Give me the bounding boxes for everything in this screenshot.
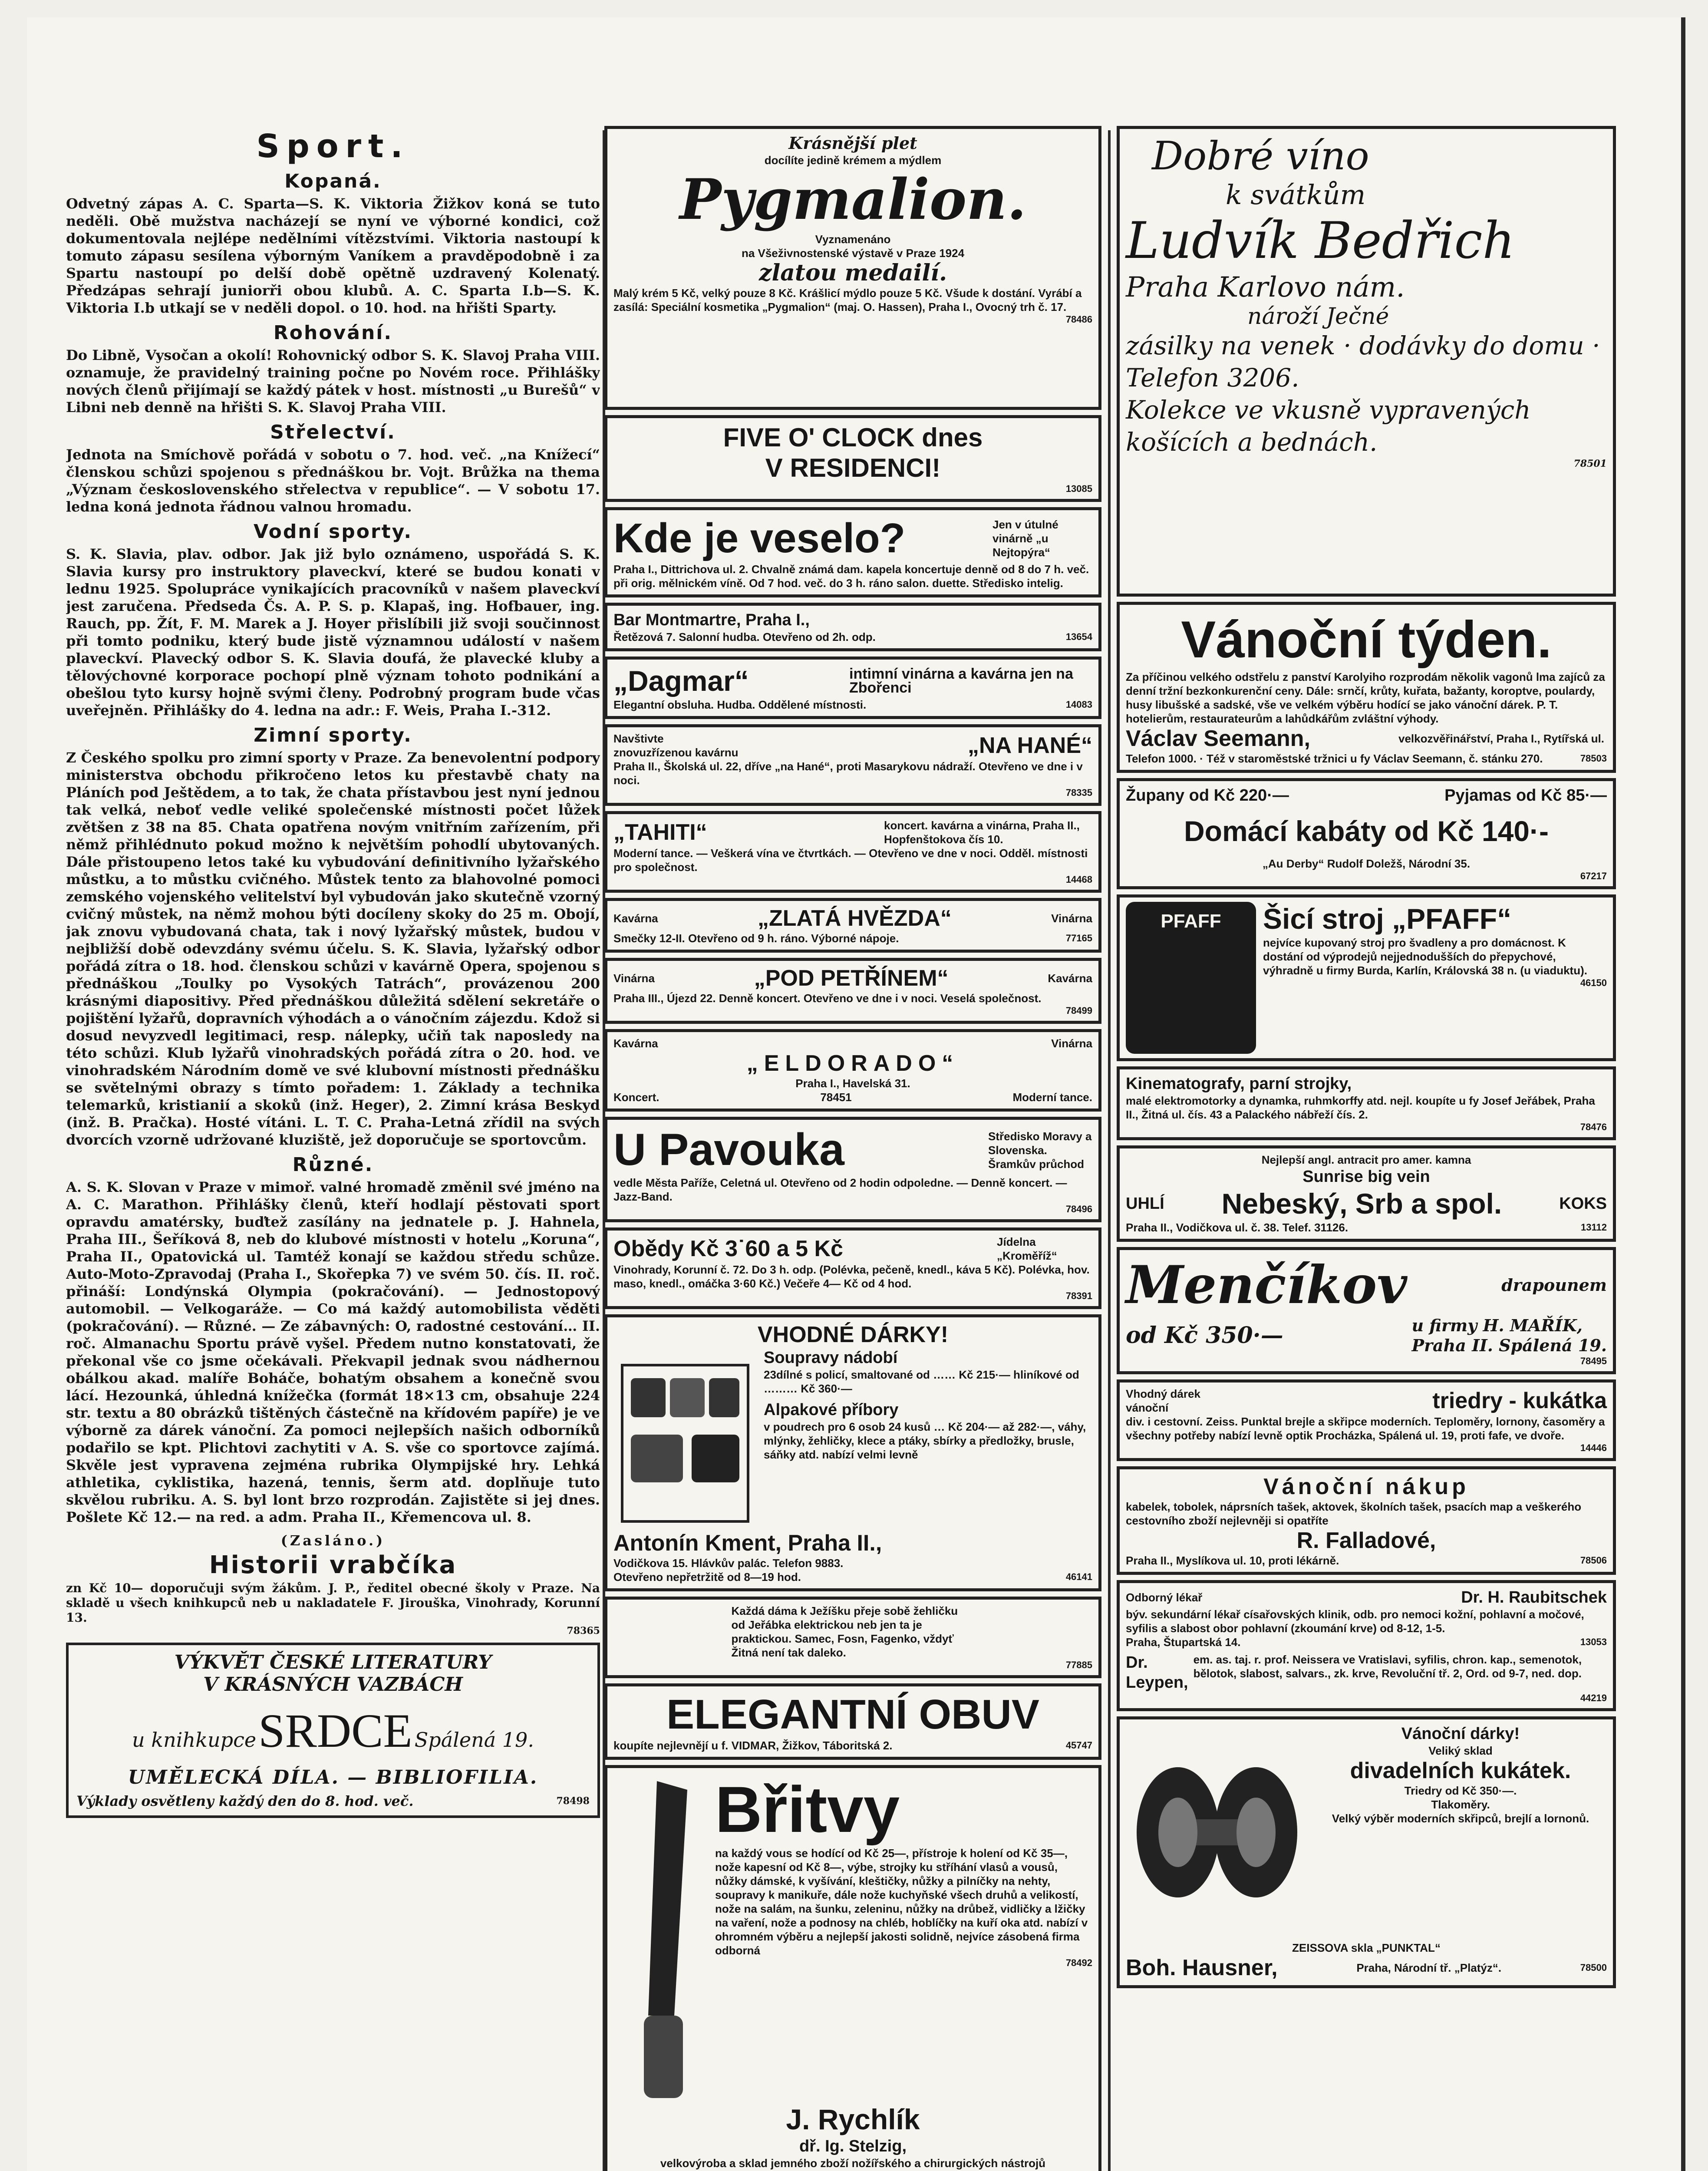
heading-rohovani: Rohování. bbox=[273, 322, 393, 344]
kino-name: Kinematografy, parní strojky, bbox=[1126, 1075, 1352, 1093]
hausner-sub: Veliký sklad bbox=[1428, 1744, 1493, 1757]
rychlik-desc: velkovýroba a sklad jemného zboží nožířského a chirurgických nástrojů bbox=[660, 2157, 1046, 2170]
kde-headline: Kde je veselo? bbox=[613, 515, 906, 561]
kde-text: Praha I., Dittrichova ul. 2. Chvalně známá dam. kapela koncertuje denně od 8 do 7 h. več. při orig. mělnickém víně. Od 7 hod. več. do 3 h. ráno salon. duette. Středisko intelig. bbox=[613, 563, 1089, 590]
hausner-zeiss: ZEISSOVA skla „PUNKTAL“ bbox=[1292, 1941, 1441, 1954]
kde-je-veselo-ad bbox=[604, 507, 1101, 597]
vhodne-h2: Alpakové příbory bbox=[764, 1401, 899, 1419]
triedry-prefix: Vhodný dárek vánoční bbox=[1126, 1387, 1200, 1414]
seemann-name: Václav Seemann, bbox=[1126, 726, 1310, 751]
vhodne-t1: 23dílné s policí, smaltované od …… Kč 215·— hliníkové od ……… Kč 360·— bbox=[764, 1368, 1079, 1395]
pygmalion-headline: Krásnější plet bbox=[788, 133, 917, 153]
razor-illustration bbox=[613, 1772, 709, 2102]
heading-kopana: Kopaná. bbox=[284, 170, 382, 192]
historii-title: Historii vrabčíka bbox=[209, 1551, 457, 1579]
mencikov-sub: drapounem bbox=[1501, 1275, 1607, 1295]
raubitschek-text: býv. sekundární lékař císařovských klinik, odb. pro nemoci kožní, pohlavní a močové, syfilis a slabost obor pohlavní (zkoumání krve) od 8-12, 1-5. bbox=[1126, 1608, 1584, 1635]
vino-line1: Dobré víno bbox=[1152, 133, 1369, 179]
elegantni-obuv-ad bbox=[604, 1683, 1101, 1760]
five-oclock-ad bbox=[604, 415, 1101, 502]
eldorado-name: „ELDORADO“ bbox=[746, 1051, 960, 1076]
text-rohovani: Do Libně, Vysočan a okolí! Rohovnický odbor S. K. Slavoj Praha VIII. oznamuje, že pravidelný training počne po Novém roce. Přihlášky nových členů přijímají se každý pátek v host. místnosti „u Burešů“ v Libni neb denně na hřišti S. K. Slavoj Praha VIII. bbox=[66, 347, 600, 416]
jezisek-ad bbox=[604, 1597, 1101, 1678]
srdce-line4: Výklady osvětleny každý den do 8. hod. več. bbox=[76, 1793, 414, 1809]
triedry-number: 14446 bbox=[1580, 1442, 1607, 1453]
vanocni-tyden-ad bbox=[1117, 602, 1616, 773]
pygmalion-sub: docílíte jedině krémem a mýdlem bbox=[764, 154, 942, 167]
rychlik-owner: dř. Ig. Stelzig, bbox=[799, 2137, 907, 2155]
heading-ruzne: Různé. bbox=[292, 1154, 374, 1176]
heading-vodni: Vodní sporty. bbox=[253, 521, 413, 543]
opera-glasses-illustration bbox=[1126, 1724, 1308, 1941]
tahiti-name: „TAHITI“ bbox=[613, 820, 707, 845]
vhodne-h1: Soupravy nádobí bbox=[764, 1349, 898, 1367]
eldorado-prefix: Kavárna bbox=[613, 1037, 658, 1050]
text-strelectvi: Jednota na Smíchově pořádá v sobotu o 7. hod. več. „na Knížecí“ členskou schůzi spojenou s přednáškou br. Vojt. Brůžka na thema „Význam československého střelectva v republice“. — V sobotu 17. ledna koná jednota řádnou valnou hromadu. bbox=[66, 446, 600, 515]
britvy-number: 78492 bbox=[1065, 1957, 1092, 1968]
dagmar-number: 14083 bbox=[1065, 699, 1092, 710]
heading-strelectvi: Střelectví. bbox=[270, 421, 396, 443]
dagmar-name: „Dagmar“ bbox=[613, 665, 749, 697]
text-zimni: Z Českého spolku pro zimní sporty v Praze. Za benevolentní podpory ministerstva obchodu přikročeno letos ku přestavbě chaty na Pláních pod Ještědem, a to tak, že chata přístavbou jest nyní jednou tak velká, neboť vedle veliké společenské místnosti počet lůžek zvětšen z 38 na 85. Chata opatřena novým vnitřním zařízením, při němž přihlédnuto pokud možno k největším pohodlí ubytovaných. Dále přistoupeno letos také ku vybudování definitivního lyžařského můstku, a to můstku cvičného. Můstek tento za blahovolné pomoci zemského vojenského velitelství byl vybudován jako skutečně vzorný cvičný můstek, na němž mohou býti docíleny skoky do 25 m. Obojí, jak znovu vybudovaná chata, tak i nový lyžařský můstek, budou v nejbližší době odevzdány svému účelu. S. K. Slavia, lyžařský odbor pořádá zítra o 18. hod. členskou schůzi v kavárně Opera, spojenou s přednáškou „Toulky po Vysokých Tatrách“, provázenou 200 krásnými diapositivy. Před přednáškou důležitá sdělení sekretáře o pojištění lyžařů, dopravních výhodách a o vánočním zájezdu. Kdož si dosud nevyzvedl legitimaci, resp. nálepky, učiň tak naposledy na této schůzi. Klub lyžařů vinohradských pořádá zítra o 20. hod. ve vinohradském Národním domě ve své klubovní místnosti přednášku se světelnými obrazy s tímto pořadem: 1. Základy a technika telemarků, kristianií a skoků (inž. Heger), 2. Zimní krása Beskyd (inž. B. Pračka). Hosté vítáni. L. T. C. Praha-Letná zřídil na svých dvorcích vzorně udržované kluziště, jež doporučuje se sportovcům. bbox=[66, 749, 600, 1148]
seemann-sub: velkozvěřinářství, Praha I., Rytířská ul. bbox=[1398, 732, 1605, 745]
hausner-name: Boh. Hausner, bbox=[1126, 1955, 1278, 1980]
pfaff-text: nejvíce kupovaný stroj pro švadleny a pro domácnost. K dostání od výprodejů nejjednodušších do přepychové, výhradně u firmy Burda, Karlín, Královská 38 n. (u viaduktu). bbox=[1263, 936, 1587, 977]
obedy-number: 78391 bbox=[1065, 1290, 1092, 1301]
zlata-text: Smečky 12-II. Otevřeno od 9 h. ráno. Výborné nápoje. bbox=[613, 932, 899, 945]
tahiti-headline: koncert. kavárna a vinárna, Praha II., Hopfenštokova čís 10. bbox=[884, 819, 1080, 846]
raubitschek-ad bbox=[1117, 1580, 1616, 1711]
srdce-number: 78498 bbox=[556, 1795, 590, 1807]
zlata-postfix: Vinárna bbox=[1051, 912, 1092, 925]
uhli-sub: Sunrise big vein bbox=[1302, 1168, 1430, 1186]
ads-right-column bbox=[1117, 126, 1616, 2171]
dagmar-headline: intimní vinárna a kavárna jen na Zbořenci bbox=[849, 666, 1073, 696]
pod-petrinem-ad bbox=[604, 958, 1101, 1024]
petrin-postfix: Kavárna bbox=[1048, 972, 1092, 985]
britvy-name: Břitvy bbox=[715, 1773, 900, 1846]
pfaff-ad bbox=[1117, 894, 1616, 1061]
leypen-number: 44219 bbox=[1580, 1693, 1607, 1703]
kde-side: Jen v útulné vinárně „u Nejtopýra“ bbox=[992, 518, 1058, 559]
text-vodni: S. K. Slavia, plav. odbor. Jak již bylo oznámeno, uspořádá S. K. Slavia kursy pro instruktory plaveckví, které se budou konati v lednu 1925. Spolupráce vynikajících pracovníků v našem plaveckví jest zaručena. Předseda Čs. A. P. S. p. Klapaš, ing. Hofbauer, ing. Rauch, pp. Žít, F. M. Marek a J. Hoyer přislíbili již svoji součinnost při tomto podniku, který bude jistě významnou událostí v našem plaveckví. Plavecký odbor S. K. Slavia doufá, že plavecké kluby a tělovýchovné korporace pochopí plně význam tohoto podnikání a obešlou tyto kursy hojně svými členy. Podrobný program bude včas uveřejněn. Přihlášky do 4. ledna na adr.: F. Weis, Praha I.-312. bbox=[66, 546, 600, 719]
hausner-t2: Tlakoměry. bbox=[1431, 1798, 1490, 1811]
vino-name: Ludvík Bedřich bbox=[1126, 211, 1515, 270]
kment-number: 46141 bbox=[1065, 1571, 1092, 1582]
hane-text: Praha II., Školská ul. 22, dříve „na Hané“, proti Masarykovu nádraží. Otevřeno ve dne i v noci. bbox=[613, 760, 1083, 787]
uhli-ad bbox=[1117, 1145, 1616, 1242]
kino-text: malé elektromotorky a dynamka, ruhmkorffy atd. nejl. koupíte u fy Josef Jeřábek, Praha II., Žitná ul. čís. 43 a Palackého nábřeží čís. 2. bbox=[1126, 1094, 1595, 1121]
petrin-text: Praha III., Újezd 22. Denně koncert. Otevřeno ve dne i v noci. Veselá společnost. bbox=[613, 992, 1042, 1005]
falladova-number: 78506 bbox=[1580, 1555, 1607, 1566]
cookware-illustration bbox=[613, 1348, 757, 1530]
obuv-text: koupíte nejlevnějí u f. VIDMAR, Žižkov, Táboritská 2. bbox=[613, 1739, 893, 1752]
pygmalion-award1: Vyznamenáno bbox=[815, 233, 891, 246]
tahiti-ad bbox=[604, 811, 1101, 893]
hausner-address: Praha, Národní tř. „Platýz“. bbox=[1356, 1961, 1502, 1974]
pavouk-text: vedle Města Paříže, Celetná ul. Otevřeno od 2 hodin odpoledne. — Denně koncert. — Jazz-Band. bbox=[613, 1176, 1067, 1203]
bar-number: 13654 bbox=[1065, 631, 1092, 642]
obedy-text: Vinohrady, Korunní č. 72. Do 3 h. odp. (Polévka, pečeně, knedl., káva 5 Kč). Polévka, hov. maso, knedl., omáčka 3·60 Kč.) Večeře 4— Kč od 4 hod. bbox=[613, 1263, 1090, 1290]
derby-pyjamas: Pyjamas od Kč 85·— bbox=[1444, 786, 1607, 805]
rychlik-name: J. Rychlík bbox=[786, 2103, 920, 2135]
petrin-name: „POD PETŘÍNEM“ bbox=[754, 966, 949, 991]
vino-number: 78501 bbox=[1573, 458, 1607, 469]
nakup-text: kabelek, tobolek, náprsních tašek, aktovek, školních tašek, psacích map a veškerého cestovního zboží nejlevněji si opatříte bbox=[1126, 1500, 1582, 1527]
pfaff-name: Šicí stroj „PFAFF“ bbox=[1263, 903, 1512, 935]
column-rule-2 bbox=[1108, 130, 1111, 2171]
zlata-number: 77165 bbox=[1065, 933, 1092, 944]
raubitschek-name: Dr. H. Raubitschek bbox=[1461, 1588, 1607, 1607]
obedy-ad bbox=[604, 1227, 1101, 1309]
zlata-hvezda-ad bbox=[604, 898, 1101, 953]
uhli-number: 13112 bbox=[1581, 1222, 1607, 1233]
jezisek-text: Každá dáma k Ježíšku přeje sobě žehličku od Jeřábka elektrickou neb jen ta je praktickou. Samec, Fosn, Fagenko, vždyť Žitná není tak daleko. bbox=[731, 1604, 958, 1659]
pygmalion-number: 78486 bbox=[1065, 314, 1092, 325]
text-kopana: Odvetný zápas A. C. Sparta—S. K. Viktoria Žižkov koná se tuto neděli. Obě mužstva nacházejí se nyní ve výborné kondici, což dokumentovala nejlépe nedělními vítězstvími. Viktoria nastoupí k tomuto zápasu sesílena výborným Vaníkem a pravděpodobně i za Spartu nastoupí po delší době opětně uzdravený Kolenatý. Předzápas sehrají juniorři obou klubů. A. C. Sparta I.b—S. K. Viktoria I.b utkají se v neděli dopol. o 10. hod. na hřišti Sparty. bbox=[66, 195, 600, 316]
heading-zimni: Zimní sporty. bbox=[254, 724, 412, 746]
historii-text: zn Kč 10— doporučuji svým žákům. J. P., ředitel obecné školy v Praze. Na skladě u všech knihkupců neb u nakladatele F. Jirouška, Vinohrady, Korunní 13. bbox=[66, 1581, 600, 1625]
marik-address: Praha II. Spálená 19. bbox=[1411, 1336, 1607, 1355]
dagmar-ad bbox=[604, 657, 1101, 719]
leypen-name: Dr. Leypen, bbox=[1126, 1653, 1188, 1692]
uhli-label: UHLÍ bbox=[1126, 1194, 1164, 1213]
five-number: 13085 bbox=[1065, 483, 1092, 494]
raubitschek-number: 13053 bbox=[1580, 1636, 1607, 1647]
text-ruzne: A. S. K. Slovan v Praze v mimoř. valné hromadě změnil své jméno na A. C. Marathon. Přihlášky členů, kteří hodlají pěstovati sport opravdu amatérsky, buďtež zasílány na jednatele p. J. Hahnela, Praha III., Šeříková 8, neb do klubové místnosti v hotelu „Koruna“, Praha II., Opatovická ul. Tamtéž konají se každou středu schůze. Auto-Moto-Zpravodaj (Praha I., Skořepka 7) ve svém 50. čís. II. roč. přináší: Londýnská Olympia (pokračování). — Jednostopový automobil. — Velkogaráže. — Co má každý automobilista věděti (pokračování). — Různé. — Ze zábavných: O, radostné cestování… II. roč. Almanachu Sportu právě vyšel. Předem nutno konstatovati, že překonal vše co jsme očekávali. Překvapil jednak svou nádhernou obálkou akad. malíře Boháče, bohatým obsahem a konečně svou lácí. Hezounká, úhledná knížečka (formát 18×13 cm, obsahuje 224 str. textu a 80 obrázků tištěných částečně na křídovém papíře) je ve výborně za dárek vánoční. Za pomoci nejlepších našich odborníků podařilo se kpt. Plichtovi zachytiti v A. S. vše co sportovce zajímá. Skvěle jest vypravena zejména rubrika Olympijské hry. Lehká athletika, cyklistika, hazená, tennis, šerm atd. doplňuje tuto skvělou rubriku. A. S. byl lont brzo rozprodán. Zajistěte si jej dnes. Pošlete Kč 12.— na red. a adm. Praha II., Křemencova ul. 8. bbox=[66, 1179, 600, 1525]
vhodne-t2: v poudrech pro 6 osob 24 kusů … Kč 204·— až 282·—, váhy, mlýnky, žehličky, klece a ptáky, sbírky a předložky, brusle, sáňky atd. nabízí velmi levně bbox=[764, 1420, 1086, 1461]
srdce-ad bbox=[66, 1643, 600, 1818]
derby-zupany: Župany od Kč 220·— bbox=[1126, 786, 1289, 805]
kment-name: Antonín Kment, Praha II., bbox=[613, 1531, 882, 1556]
dagmar-text: Elegantní obsluha. Hudba. Oddělené místnosti. bbox=[613, 698, 867, 711]
vino-line6: Kolekce ve vkusně vypravených košících a bednách. bbox=[1126, 395, 1531, 457]
jezisek-number: 77885 bbox=[1065, 1660, 1092, 1670]
derby-number: 67217 bbox=[1580, 871, 1607, 881]
mencikov-number: 78495 bbox=[1580, 1356, 1607, 1366]
vino-line3: Praha Karlovo nám. bbox=[1126, 271, 1405, 304]
bar-headline: Bar Montmartre, Praha I., bbox=[613, 611, 810, 629]
hane-prefix: Navštivte znovuzřízenou kavárnu bbox=[613, 732, 739, 759]
vino-line5: zásilky na venek · dodávky do domu · Telefon 3206. bbox=[1126, 331, 1600, 393]
pygmalion-award2: na Všeživnostenské výstavě v Praze 1924 bbox=[741, 247, 965, 260]
u-pavouka-ad bbox=[604, 1117, 1101, 1222]
derby-ad bbox=[1117, 778, 1616, 889]
srdce-prefix: u knihkupce bbox=[132, 1728, 257, 1752]
srdce-name: SRDCE bbox=[258, 1704, 412, 1757]
britvy-text: na každý vous se hodící od Kč 25—, přístroje k holení od Kč 35—, nože kapesní od Kč 8—, výbe, strojky ku stříhání vlasů a vousů, nůžky dámské, k vyšívání, kleštičky, nůžky a pilníčky na nehty, soupravy k manikuře, dále nože kuchyňské všech druhů a velikostí, nože na salám, na šunku, zeleninu, nůžky na drůbež, vidličky a lžičky na vaření, nože a podnosy na chléb, hoblíčky na kuří oka atd. nabízí v ohromném výběru a nejlepší jakosti solidně, nejvíce zásobená firma odborná bbox=[715, 1847, 1088, 1957]
marik-firm: u firmy H. MAŘÍK, bbox=[1411, 1316, 1583, 1335]
derby-domaci: Domácí kabáty od Kč 140·- bbox=[1184, 815, 1549, 847]
srdce-line3: UMĚLECKÁ DÍLA. — BIBLIOFILIA. bbox=[128, 1766, 538, 1788]
ads-middle-column bbox=[604, 126, 1101, 2171]
vhodne-darky-ad bbox=[604, 1314, 1101, 1591]
eldorado-ad bbox=[604, 1029, 1101, 1112]
zlata-prefix: Kavárna bbox=[613, 912, 658, 925]
pavouk-side: Středisko Moravy a Slovenska. Šramkův průchod bbox=[988, 1129, 1092, 1171]
newspaper-page bbox=[27, 17, 1685, 2171]
eldorado-number: 78451 bbox=[820, 1091, 852, 1104]
mencikov-price: od Kč 350·— bbox=[1126, 1322, 1283, 1349]
raubitschek-prefix: Odborný lékař bbox=[1126, 1591, 1203, 1604]
mencikov-ad bbox=[1117, 1247, 1616, 1374]
eldorado-left: Koncert. bbox=[613, 1091, 659, 1104]
bar-text: Řetězová 7. Salonní hudba. Otevřeno od 2h. odp. bbox=[613, 630, 876, 643]
falladova-address: Praha II., Myslíkova ul. 10, proti lékárně. bbox=[1126, 1554, 1339, 1567]
seemann-tel: Telefon 1000. · Též v staroměstské tržnici u fy Václav Seemann, č. stánku 270. bbox=[1126, 752, 1543, 765]
hausner-t1: Triedry od Kč 350·—. bbox=[1404, 1784, 1517, 1797]
tahiti-number: 14468 bbox=[1065, 874, 1092, 885]
zaslano-label: (Zasláno.) bbox=[280, 1532, 386, 1549]
uhli-address: Praha II., Vodičkova ul. č. 38. Telef. 31126. bbox=[1126, 1221, 1349, 1234]
falladova-name: R. Falladové, bbox=[1296, 1528, 1436, 1553]
zlata-name: „ZLATÁ HVĚZDA“ bbox=[757, 906, 952, 931]
pygmalion-ad bbox=[604, 126, 1101, 410]
pfaff-logo: PFAFF bbox=[1126, 902, 1256, 1054]
srdce-line1: VÝKVĚT ČESKÉ LITERATURY bbox=[174, 1651, 492, 1673]
hausner-number: 78500 bbox=[1580, 1962, 1607, 1973]
historii-number: 78365 bbox=[567, 1625, 600, 1636]
sport-column bbox=[66, 126, 600, 2171]
kinematografy-ad bbox=[1117, 1066, 1616, 1140]
hane-number: 78335 bbox=[1065, 787, 1092, 798]
vino-line2: k svátkům bbox=[1226, 179, 1366, 211]
pavouk-number: 78496 bbox=[1065, 1204, 1092, 1214]
kment-address: Vodičkova 15. Hlávkův palác. Telefon 9883. bbox=[613, 1557, 844, 1570]
seemann-number: 78503 bbox=[1580, 753, 1607, 764]
tyden-text: Za příčinou velkého odstřelu z panství Karolyiho rozprodám několik vagonů lma zajíců za denní tržní bezkonkurenční ceny. Dále: srnčí, krůty, kuřata, bažanty, koroptve, poulardy, husy libušské a sadské, vše ve velkém výběru hodící se jako vánoční dárek. P. T. hotelierům, restaurateurům a lahůdkářům zvláštní výhody. bbox=[1126, 670, 1605, 725]
eldorado-right: Moderní tance. bbox=[1012, 1091, 1092, 1104]
eldorado-postfix: Vinárna bbox=[1051, 1037, 1092, 1050]
mencikov-name: Menčíkov bbox=[1126, 1254, 1407, 1316]
pygmalion-text: Malý krém 5 Kč, velký pouze 8 Kč. Krášlicí mýdlo pouze 5 Kč. Všude k dostání. Vyrábí a zasílá: Speciální kosmetika „Pygmalion“ (maj. O. Hassen), Praha I., Ovocný trh č. 17. bbox=[613, 287, 1082, 313]
triedry-text: div. i cestovní. Zeiss. Punktal brejle a skřipce moderních. Teploměry, lornony, časoměry a všechny potřeby nabízí levně optik Procházka, Spálená ul. 19, proti fafe, ve dvoře. bbox=[1126, 1415, 1605, 1442]
eldorado-address: Praha I., Havelská 31. bbox=[795, 1077, 910, 1090]
hausner-t3: Velký výběr moderních skřipců, brejlí a lornonů. bbox=[1332, 1812, 1589, 1825]
hausner-headline: Vánoční dárky! bbox=[1401, 1725, 1520, 1743]
raubitschek-address: Praha, Štupartská 14. bbox=[1126, 1636, 1241, 1649]
five-line1: FIVE O' CLOCK dnes bbox=[723, 423, 983, 452]
hausner-kukatka: divadelních kukátek. bbox=[1350, 1758, 1571, 1783]
derby-firm: „Au Derby“ Rudolf Doležš, Národní 35. bbox=[1262, 857, 1471, 870]
triedry-name: triedry - kukátka bbox=[1432, 1388, 1607, 1413]
vino-line4: nároží Ječné bbox=[1247, 304, 1389, 330]
leypen-text: em. as. taj. r. prof. Neissera ve Vratislavi, syfilis, chron. kap., semenotok, bělotok, slabost, salvars., zk. krve, Revoluční tř. 2, Ord. od 9-7, ned. dop. bbox=[1193, 1653, 1582, 1680]
obuv-name: ELEGANTNÍ OBUV bbox=[666, 1691, 1039, 1738]
obedy-side: Jídelna „Kroměříž“ bbox=[997, 1235, 1057, 1262]
uhli-prefix: Nejlepší angl. antracit pro amer. kamna bbox=[1261, 1153, 1471, 1166]
triedry-ad bbox=[1117, 1379, 1616, 1461]
britvy-ad bbox=[604, 1765, 1101, 2171]
sport-title: Sport. bbox=[256, 128, 410, 165]
nakup-name: Vánoční nákup bbox=[1263, 1474, 1469, 1499]
na-hane-ad bbox=[604, 724, 1101, 806]
pfaff-number: 46150 bbox=[1580, 977, 1607, 988]
hane-name: „NA HANÉ“ bbox=[968, 733, 1092, 758]
obedy-name: Obědy Kč 3˙60 a 5 Kč bbox=[613, 1236, 843, 1261]
srdce-line2: V KRÁSNÝCH VAZBÁCH bbox=[203, 1673, 463, 1696]
pavouk-name: U Pavouka bbox=[613, 1125, 844, 1175]
kino-number: 78476 bbox=[1580, 1122, 1607, 1132]
pygmalion-award3: zlatou medailí. bbox=[758, 260, 947, 286]
kment-hours: Otevřeno nepřetržitě od 8—19 hod. bbox=[613, 1571, 801, 1584]
pygmalion-brand: Pygmalion. bbox=[679, 167, 1026, 232]
petrin-prefix: Vinárna bbox=[613, 972, 655, 985]
dobre-vino-ad bbox=[1117, 126, 1616, 597]
obuv-number: 45747 bbox=[1065, 1740, 1092, 1751]
uhli-name: Nebeský, Srb a spol. bbox=[1221, 1188, 1502, 1220]
tahiti-text: Moderní tance. — Veškerá vína ve čtvrtkách. — Otevřeno ve dne v noci. Odděl. místnosti pro společnost. bbox=[613, 847, 1088, 874]
koks-label: KOKS bbox=[1559, 1194, 1607, 1213]
vanocni-nakup-ad bbox=[1117, 1466, 1616, 1575]
montmartre-ad bbox=[604, 603, 1101, 651]
tyden-name: Vánoční týden. bbox=[1181, 610, 1552, 669]
srdce-address: Spálená 19. bbox=[414, 1728, 534, 1752]
five-line2: V RESIDENCI! bbox=[765, 453, 941, 482]
vhodne-headline: VHODNÉ DÁRKY! bbox=[757, 1322, 949, 1347]
hausner-ad bbox=[1117, 1716, 1616, 1988]
petrin-number: 78499 bbox=[1065, 1005, 1092, 1016]
